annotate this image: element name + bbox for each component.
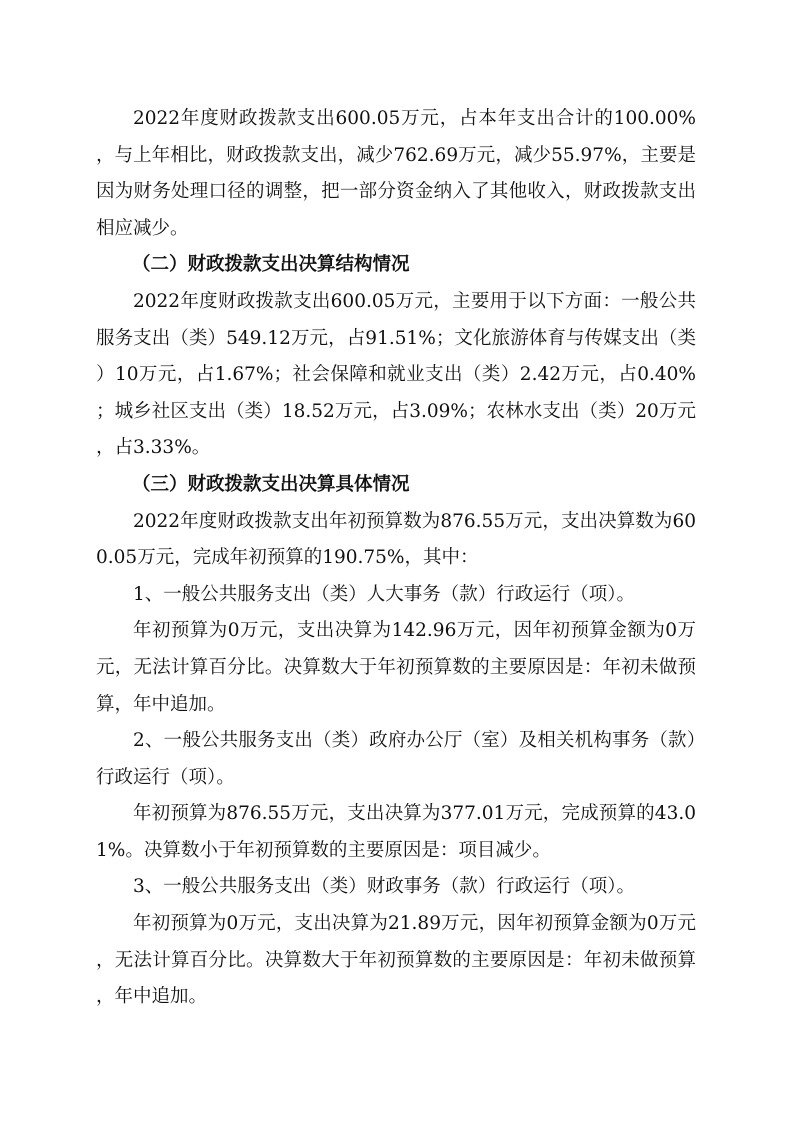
document-body [96, 101, 696, 1016]
list-item-1-detail: 年初预算为0万元，支出决算为142.96万元，因年初预算金额为0万元，无法计算百分比。决算数大于年初预算数的主要原因是：年初未做预算，年中追加。 [96, 620, 696, 715]
section-heading-details: （三）财政拨款支出决算具体情况 [132, 473, 410, 495]
list-item-3-title: 3、一般公共服务支出（类）财政事务（款）行政运行（项）。 [133, 876, 636, 898]
paragraph-budget-overview: 2022年度财政拨款支出年初预算数为876.55万元，支出决算数为600.05万元，完成年初预算的190.75%，其中： [96, 510, 696, 569]
list-item-2-detail: 年初预算为876.55万元，支出决算为377.01万元，完成预算的43.01%。决算数小于年初预算数的主要原因是：项目减少。 [96, 803, 696, 861]
section-heading-structure: （二）财政拨款支出决算结构情况 [132, 254, 410, 276]
list-item-2-title: 2、一般公共服务支出（类）政府办公厅（室）及相关机构事务（款）行政运行（项）。 [96, 730, 696, 788]
paragraph-expenditure-summary: 2022年度财政拨款支出600.05万元，占本年支出合计的100.00%，与上年相比，财政拨款支出，减少762.69万元，减少55.97%，主要是因为财务处理口径的调整，把一部分资金纳入了其他收入，财政拨款支出相应减少。 [96, 108, 696, 239]
list-item-3-detail: 年初预算为0万元，支出决算为21.89万元，因年初预算金额为0万元，无法计算百分比。决算数大于年初预算数的主要原因是：年初未做预算，年中追加。 [96, 913, 696, 1008]
list-item-1-title: 1、一般公共服务支出（类）人大事务（款）行政运行（项）。 [133, 583, 636, 605]
paragraph-expenditure-structure: 2022年度财政拨款支出600.05万元，主要用于以下方面：一般公共服务支出（类）549.12万元，占91.51%；文化旅游体育与传媒支出（类）10万元，占1.67%；社会保障和就业支出（类）2.42万元，占0.40%；城乡社区支出（类）18.52万元，占3.09%；农林水支出（类）20万元，占3.33%。 [96, 290, 696, 459]
